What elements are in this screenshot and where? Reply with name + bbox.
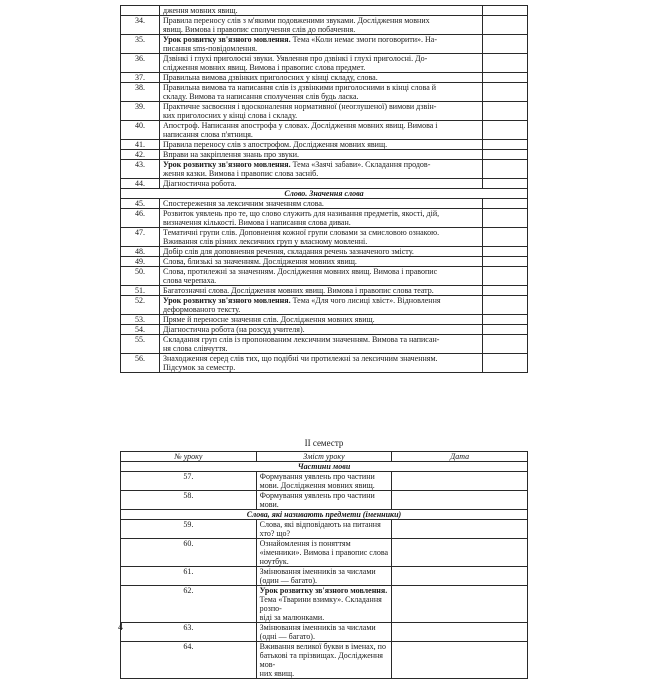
lesson-number: 54. — [121, 325, 160, 335]
lesson-date — [392, 491, 528, 510]
lesson-row — [121, 16, 528, 35]
lesson-date — [483, 199, 528, 209]
lesson-row — [121, 35, 528, 54]
lesson-topic-line: Правильна вимова дзвінких приголосних у кінці складу, слова. — [163, 73, 378, 82]
lesson-row — [121, 520, 528, 539]
lesson-topic-line: Підсумок за семестр. — [163, 363, 236, 372]
lesson-row — [121, 286, 528, 296]
lesson-date — [483, 335, 528, 354]
lesson-date — [483, 121, 528, 140]
lesson-topic-line: Практичне засвоєння і вдосконалення нормативної (неоглушеної) вимови дзвін- — [163, 102, 437, 111]
lesson-date — [483, 209, 528, 228]
lesson-topic-line: Спостереження за лексичним значенням слова. — [163, 199, 324, 208]
table-header-row — [121, 452, 528, 462]
lesson-topic-line: написання слова п'ятниця. — [163, 130, 253, 139]
lesson-date — [483, 102, 528, 121]
lesson-topic-line: Слова, які відповідають на питання хто? що? — [259, 520, 381, 538]
lesson-date — [483, 6, 528, 16]
semester-title: ІІ семестр — [304, 438, 344, 448]
lesson-topic-line: Правила переносу слів з апострофом. Дослідження мовних явищ. — [163, 140, 388, 149]
lesson-number: 55. — [121, 335, 160, 354]
lesson-topic-line: Урок розвитку зв'язного мовлення. Тема «Тварини взимку». Складання розпо- — [259, 586, 388, 613]
lesson-topic-line: Знаходження серед слів тих, що подібні чи протилежні за лексичним значенням. — [163, 354, 438, 363]
lesson-topic-line: Розвиток уявлень про те, що слово служить для називання предметів, якості, дій, — [163, 209, 440, 218]
lesson-number: 36. — [121, 54, 160, 73]
lesson-number: 50. — [121, 267, 160, 286]
lesson-topic-line: них явищ. — [259, 669, 295, 678]
lesson-number: 35. — [121, 35, 160, 54]
lesson-date — [483, 73, 528, 83]
lesson-topic-line: ня слова слівчуття. — [163, 344, 228, 353]
lesson-date — [483, 150, 528, 160]
lesson-number: 59. — [121, 520, 257, 539]
lesson-row — [121, 354, 528, 373]
lesson-row — [121, 228, 528, 247]
lesson-number: 42. — [121, 150, 160, 160]
lesson-topic — [160, 73, 483, 83]
lesson-number: 48. — [121, 247, 160, 257]
lesson-topic — [160, 140, 483, 150]
lesson-table-semester-1 — [120, 5, 528, 373]
lesson-topic-line: віді за малюнками. — [259, 613, 325, 622]
lesson-topic — [160, 179, 483, 189]
lesson-number: 47. — [121, 228, 160, 247]
lesson-date — [483, 16, 528, 35]
lesson-topic-line: дження мовних явищ. — [163, 6, 238, 15]
lesson-row — [121, 247, 528, 257]
lesson-row — [121, 296, 528, 315]
lesson-date — [483, 179, 528, 189]
lesson-topic-line: Змінювання іменників за числами (одні — багато). — [259, 623, 376, 641]
lesson-topic — [256, 491, 392, 510]
lesson-row — [121, 199, 528, 209]
lesson-topic-line: писання sms-повідомлення. — [163, 44, 258, 53]
lesson-row — [121, 491, 528, 510]
lesson-date — [483, 140, 528, 150]
section-heading: Частини мови — [121, 462, 528, 472]
lesson-row — [121, 567, 528, 586]
lesson-topic — [160, 150, 483, 160]
lesson-topic — [160, 335, 483, 354]
lesson-topic — [160, 54, 483, 73]
lesson-topic-line: Змінювання іменників за числами (один — багато). — [259, 567, 376, 585]
lesson-row — [121, 160, 528, 179]
lesson-date — [483, 325, 528, 335]
lesson-topic — [160, 286, 483, 296]
lesson-topic-line: ких приголосних у кінці слова і складу. — [163, 111, 298, 120]
lesson-topic-line: складу. Вимова та написання сполучення слів будь ласка. — [163, 92, 359, 101]
lesson-topic-line: Формування уявлень про частини мови. Дослідження мовних явищ. — [259, 472, 375, 490]
lesson-number: 43. — [121, 160, 160, 179]
lesson-topic — [160, 16, 483, 35]
lesson-topic-line: Добір слів для доповнення речення, складання речень зазначеного змісту. — [163, 247, 414, 256]
lesson-topic — [256, 567, 392, 586]
lesson-number — [121, 6, 160, 16]
lesson-number: 53. — [121, 315, 160, 325]
lesson-row — [121, 315, 528, 325]
lesson-topic — [160, 228, 483, 247]
lesson-topic — [256, 642, 392, 679]
lesson-topic-line: слідження мовних явищ. Вимова і правопис слова предмет. — [163, 63, 366, 72]
lesson-topic — [160, 267, 483, 286]
lesson-number: 60. — [121, 539, 257, 567]
lesson-topic — [256, 520, 392, 539]
header-lesson-topic: Зміст уроку — [256, 452, 392, 462]
lesson-topic-line: Вправи на закріплення знань про звуки. — [163, 150, 299, 159]
lesson-topic — [160, 160, 483, 179]
lesson-row — [121, 121, 528, 140]
lesson-date — [483, 247, 528, 257]
lesson-number: 44. — [121, 179, 160, 189]
lesson-row — [121, 539, 528, 567]
lesson-row — [121, 257, 528, 267]
lesson-number: 49. — [121, 257, 160, 267]
lesson-topic — [256, 623, 392, 642]
header-date: Дата — [392, 452, 528, 462]
lesson-row — [121, 140, 528, 150]
lesson-row — [121, 54, 528, 73]
lesson-row — [121, 209, 528, 228]
lesson-number: 64. — [121, 642, 257, 679]
lesson-number: 63. — [121, 623, 257, 642]
lesson-topic — [160, 121, 483, 140]
lesson-topic-line: Вживання слів різних лексичних груп у власному мовленні. — [163, 237, 368, 246]
lesson-topic — [160, 257, 483, 267]
lesson-topic-line: Урок розвитку зв'язного мовлення. Тема «Для чого лисиці хвіст». Відновлення — [163, 296, 441, 305]
lesson-row — [121, 586, 528, 623]
section-heading: Слова, які називають предмети (іменники) — [121, 510, 528, 520]
lesson-topic-line: Пряме й переносне значення слів. Дослідження мовних явищ. — [163, 315, 375, 324]
lesson-row — [121, 102, 528, 121]
lesson-topic-line: ження казки. Вимова і правопис слова засніб. — [163, 169, 319, 178]
lesson-topic — [160, 35, 483, 54]
lesson-date — [483, 160, 528, 179]
lesson-topic-line: Діагностична робота (на розсуд учителя). — [163, 325, 305, 334]
lesson-row — [121, 150, 528, 160]
lesson-topic-line: Правильна вимова та написання слів із дзвінкими приголосними в кінці слова й — [163, 83, 437, 92]
lesson-topic — [160, 6, 483, 16]
section-heading-row — [121, 510, 528, 520]
lesson-date — [392, 623, 528, 642]
lesson-date — [483, 83, 528, 102]
lesson-topic-line: слова черепаха. — [163, 276, 217, 285]
lesson-date — [392, 520, 528, 539]
lesson-topic-line: Тематичні групи слів. Доповнення кожної групи словами за смисловою ознакою. — [163, 228, 440, 237]
lesson-topic — [160, 296, 483, 315]
lesson-topic-line: Формування уявлень про частини мови. — [259, 491, 375, 509]
lesson-table-semester-2 — [120, 451, 528, 679]
lesson-topic-line: Дзвінкі і глухі приголосні звуки. Уявлення про дзвінкі і глухі приголосні. До- — [163, 54, 428, 63]
lesson-number: 57. — [121, 472, 257, 491]
lesson-number: 52. — [121, 296, 160, 315]
lesson-date — [483, 35, 528, 54]
lesson-topic-line: явищ. Вимова і правопис сполучення слів до побачення. — [163, 25, 356, 34]
lesson-topic — [160, 199, 483, 209]
lesson-topic-line: Урок розвитку зв'язного мовлення. Тема «Коли немає змоги поговорити». На- — [163, 35, 438, 44]
lesson-topic-line: Багатозначні слова. Дослідження мовних явищ. Вимова і правопис слова театр. — [163, 286, 434, 295]
lesson-date — [392, 472, 528, 491]
lesson-topic-line: деформованого тексту. — [163, 305, 241, 314]
lesson-date — [392, 586, 528, 623]
lesson-number: 37. — [121, 73, 160, 83]
lesson-row — [121, 73, 528, 83]
lesson-topic — [160, 315, 483, 325]
lesson-number: 38. — [121, 83, 160, 102]
lesson-row — [121, 179, 528, 189]
lesson-date — [483, 54, 528, 73]
lesson-number: 39. — [121, 102, 160, 121]
page-number: 4 — [118, 622, 123, 633]
lesson-topic — [256, 539, 392, 567]
lesson-topic-line: Складання груп слів із пропонованим лексичним значенням. Вимова та написан- — [163, 335, 440, 344]
lesson-topic-line: Діагностична робота. — [163, 179, 237, 188]
lesson-row — [121, 623, 528, 642]
lesson-topic-line: Слова, протилежні за значенням. Дослідження мовних явищ. Вимова і правопис — [163, 267, 438, 276]
lesson-row — [121, 83, 528, 102]
lesson-date — [392, 567, 528, 586]
lesson-number: 40. — [121, 121, 160, 140]
lesson-number: 51. — [121, 286, 160, 296]
section-heading-row — [121, 189, 528, 199]
lesson-number: 62. — [121, 586, 257, 623]
lesson-topic-line: визначення кількості. Вимова і написання слова диван. — [163, 218, 351, 227]
lesson-topic — [160, 83, 483, 102]
lesson-number: 61. — [121, 567, 257, 586]
lesson-date — [483, 286, 528, 296]
lesson-date — [392, 539, 528, 567]
lesson-date — [392, 642, 528, 679]
lesson-topic — [160, 247, 483, 257]
lesson-topic-line: Вживання великої букви в іменах, по батькові та прізвищах. Дослідження мов- — [259, 642, 386, 669]
lesson-topic — [160, 354, 483, 373]
lesson-topic-line: Правила переносу слів з м'якими подовженими звуками. Дослідження мовних — [163, 16, 430, 25]
lesson-row — [121, 325, 528, 335]
lesson-topic-line: Ознайомлення із поняттям «іменники». Вимова і правопис слова ноутбук. — [259, 539, 389, 566]
lesson-topic — [160, 102, 483, 121]
lesson-number: 34. — [121, 16, 160, 35]
lesson-row — [121, 472, 528, 491]
lesson-number: 46. — [121, 209, 160, 228]
section-heading: Слово. Значення слова — [121, 189, 528, 199]
lesson-number: 41. — [121, 140, 160, 150]
lesson-number: 58. — [121, 491, 257, 510]
lesson-number: 56. — [121, 354, 160, 373]
header-lesson-number: № уроку — [121, 452, 257, 462]
lesson-date — [483, 267, 528, 286]
lesson-row — [121, 335, 528, 354]
lesson-topic — [160, 325, 483, 335]
lesson-number: 45. — [121, 199, 160, 209]
lesson-date — [483, 228, 528, 247]
lesson-topic — [256, 472, 392, 491]
lesson-date — [483, 296, 528, 315]
lesson-row — [121, 642, 528, 679]
lesson-row — [121, 267, 528, 286]
lesson-topic-line: Урок розвитку зв'язного мовлення. Тема «Заячі забави». Складання продов- — [163, 160, 431, 169]
lesson-topic — [160, 209, 483, 228]
lesson-topic-line: Слова, близькі за значенням. Дослідження мовних явищ. — [163, 257, 357, 266]
lesson-row — [121, 6, 528, 16]
lesson-date — [483, 354, 528, 373]
section-heading-row — [121, 462, 528, 472]
lesson-topic — [256, 586, 392, 623]
lesson-date — [483, 315, 528, 325]
lesson-date — [483, 257, 528, 267]
lesson-topic-line: Апостроф. Написання апострофа у словах. Дослідження мовних явищ. Вимова і — [163, 121, 438, 130]
